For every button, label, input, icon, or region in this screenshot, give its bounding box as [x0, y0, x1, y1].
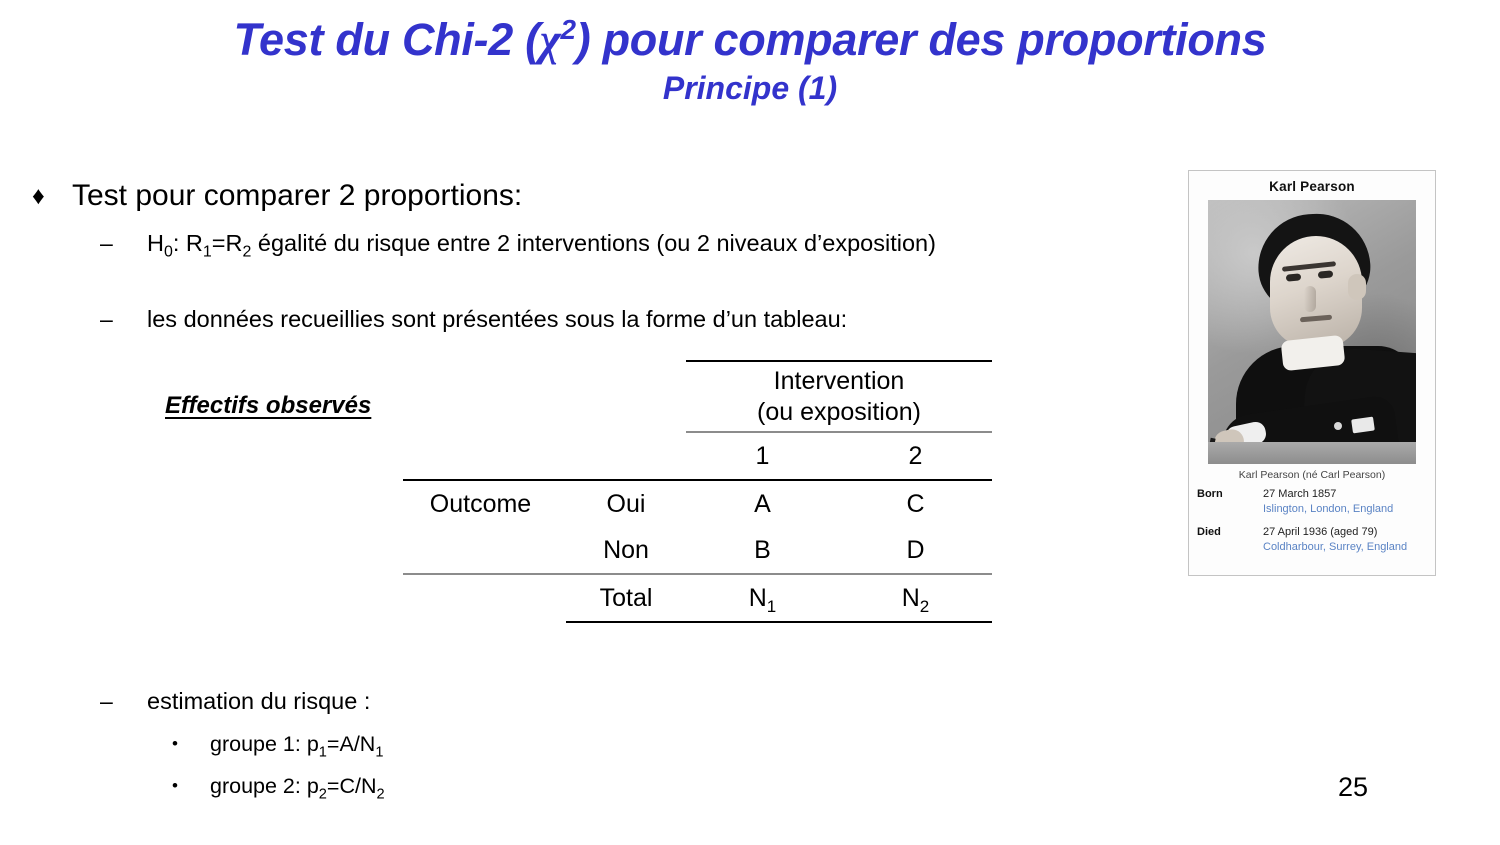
karl-pearson-portrait-image — [1208, 200, 1416, 464]
r1-subscript: 1 — [202, 243, 212, 261]
table-caption: Effectifs observés — [165, 392, 372, 419]
bullet-groupe-2 — [172, 770, 772, 802]
karl-pearson-infobox — [1188, 170, 1436, 576]
p1-subscript: 1 — [318, 744, 327, 761]
table-header-intervention — [686, 361, 992, 432]
empty-cell — [566, 432, 686, 480]
table-row-label-outcome: Outcome — [403, 480, 566, 527]
table-cell-c: C — [839, 480, 992, 527]
table-row — [403, 527, 992, 574]
h0-description: égalité du risque entre 2 interventions (ou 2 niveaux d’exposition) — [251, 230, 936, 256]
table-col-header-2: 2 — [908, 441, 923, 470]
h0-label: H — [147, 230, 164, 256]
infobox-value-born — [1263, 487, 1393, 517]
slide-title-block — [0, 14, 1500, 108]
bullet-donnees-tableau — [100, 302, 1100, 336]
died-date: 27 April 1936 (aged 79) — [1263, 526, 1378, 538]
h0-subscript: 0 — [163, 243, 173, 261]
bullet-level1-text: Test pour comparer 2 proportions: — [72, 179, 523, 212]
dot-bullet-icon: • — [172, 776, 178, 795]
table-row-total — [403, 574, 992, 622]
born-place-link[interactable]: Islington, London, England — [1263, 503, 1394, 515]
infobox-title: Karl Pearson — [1269, 179, 1355, 194]
groupe1-formula: =A/N — [326, 732, 376, 756]
portrait-ear — [1348, 274, 1366, 300]
table-total-label: Total — [566, 574, 686, 622]
title-text-pre: Test du Chi-2 ( — [233, 14, 540, 65]
diamond-bullet-icon: ♦ — [32, 182, 45, 210]
infobox-rows — [1189, 487, 1435, 569]
portrait-desk — [1208, 442, 1416, 464]
born-date: 27 March 1857 — [1263, 488, 1337, 500]
bullet-estimation-text: estimation du risque : — [147, 688, 371, 714]
n1-subscript: 1 — [375, 744, 384, 761]
contingency-table — [403, 360, 992, 623]
empty-cell — [403, 361, 566, 432]
bullet-h0-hypothesis — [100, 226, 1000, 260]
bullet-groupe-1 — [172, 728, 772, 760]
table-row-sub-non: Non — [603, 535, 649, 564]
table-cell-d: D — [906, 535, 925, 564]
n2-subscript: 2 — [919, 596, 930, 616]
portrait-button — [1334, 422, 1342, 430]
table-cell-b: B — [754, 535, 771, 564]
bullet-donnees-text: les données recueillies sont présentées sous la forme d’un tableau: — [147, 306, 848, 332]
bullet-test-proportions — [32, 178, 1132, 214]
dash-bullet-icon: – — [100, 230, 113, 256]
groupe2-formula: =C/N — [326, 774, 377, 798]
title-text-post: ) pour comparer des proportions — [575, 14, 1267, 65]
bullet-groupe-2-text — [210, 770, 385, 802]
n2-base: N — [901, 583, 920, 612]
page-subtitle: Principe (1) — [662, 70, 838, 106]
infobox-photo-caption: Karl Pearson (né Carl Pearson) — [1238, 469, 1386, 481]
empty-cell — [403, 574, 566, 622]
page-title — [0, 14, 1500, 66]
table-row-span-header — [403, 361, 992, 432]
empty-cell — [566, 361, 686, 432]
infobox-value-died — [1263, 525, 1407, 555]
slide-page-number: 25 — [1338, 772, 1369, 802]
infobox-key-died: Died — [1197, 526, 1221, 538]
n1-subscript: 1 — [766, 596, 777, 616]
r2-subscript: 2 — [242, 243, 252, 261]
chi-symbol: χ — [539, 15, 561, 65]
intervention-line1: Intervention — [773, 367, 905, 395]
bullet-h0-text — [147, 226, 936, 260]
table-row-column-headers — [403, 432, 992, 480]
p2-subscript: 2 — [318, 786, 327, 803]
n1-base: N — [748, 583, 767, 612]
groupe1-label: groupe 1: p — [210, 732, 319, 756]
table-col-header-1: 1 — [755, 441, 770, 470]
infobox-row-died — [1197, 525, 1427, 555]
empty-cell — [403, 527, 566, 574]
empty-cell — [403, 432, 566, 480]
h0-colon-r: : R — [172, 230, 203, 256]
bullet-groupe-1-text — [210, 728, 383, 760]
table-row — [403, 480, 992, 527]
table-cell-a: A — [686, 480, 839, 527]
dash-bullet-icon: – — [100, 306, 113, 332]
dash-bullet-icon: – — [100, 688, 113, 714]
chi-exponent: 2 — [560, 14, 576, 45]
died-place-link[interactable]: Coldharbour, Surrey, England — [1263, 541, 1408, 553]
table-cell-n2 — [839, 574, 992, 622]
intervention-line2: (ou exposition) — [757, 398, 921, 426]
n2-subscript: 2 — [376, 786, 385, 803]
h0-equals-r: =R — [211, 230, 243, 256]
portrait-nose — [1304, 286, 1316, 312]
dot-bullet-icon: • — [172, 734, 178, 753]
table-row-sub-oui: Oui — [566, 480, 686, 527]
groupe2-label: groupe 2: p — [210, 774, 319, 798]
infobox-row-born — [1197, 487, 1427, 517]
bullet-estimation-risque — [100, 684, 800, 718]
infobox-key-born: Born — [1197, 488, 1223, 500]
table-cell-n1 — [686, 574, 839, 622]
